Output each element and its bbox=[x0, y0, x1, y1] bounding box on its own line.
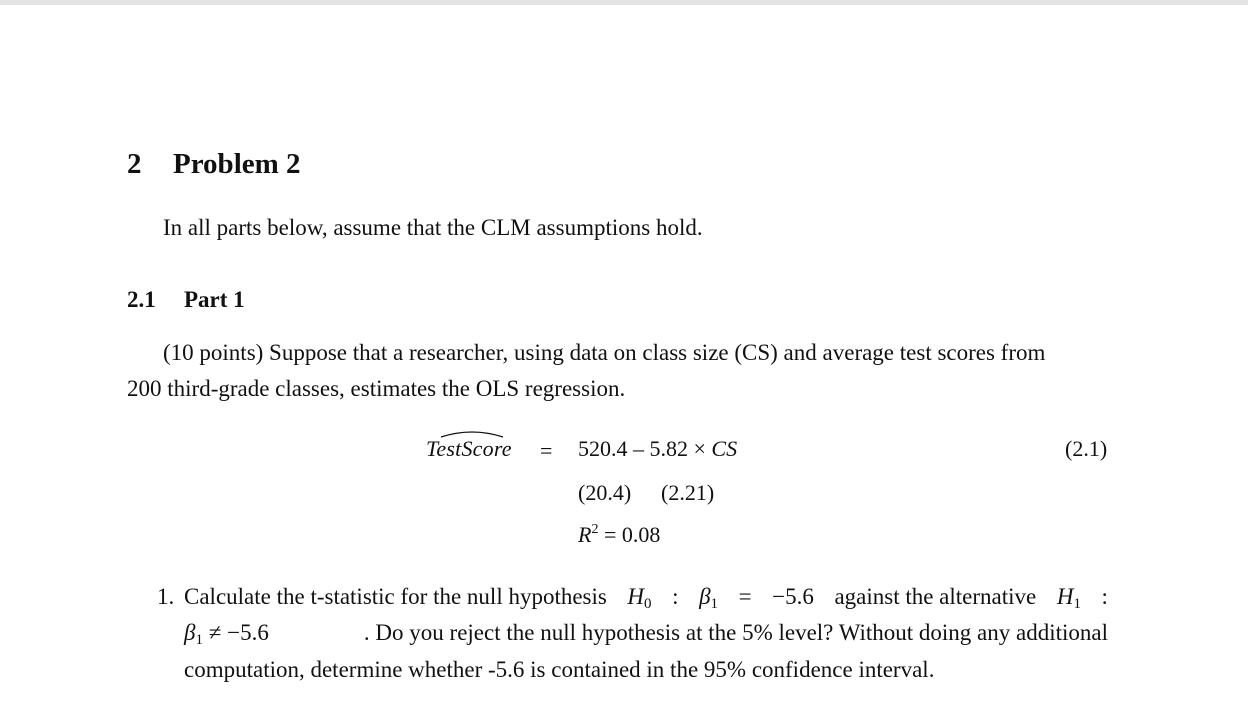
section-number: 2 bbox=[127, 148, 142, 180]
r-exponent: 2 bbox=[591, 522, 599, 537]
line2-math: $\beta_1 \ne -5.6$ bbox=[184, 620, 269, 648]
r-value: 0.08 bbox=[621, 522, 661, 547]
equals-sign: = bbox=[738, 584, 752, 609]
question-number: 1. bbox=[157, 584, 175, 609]
colon: : bbox=[672, 584, 679, 609]
null-hypothesis: $H_0$ bbox=[627, 584, 652, 612]
problem-paragraph-line-2: 200 third-grade classes, estimates the OLS regression. bbox=[127, 376, 626, 401]
question-line-3: computation, determine whether -5.6 is contained in the 95% confidence interval. bbox=[184, 657, 935, 682]
equation-lhs: TestScore bbox=[426, 436, 512, 461]
question-text-a: Calculate the t-statistic for the null hypothesis bbox=[184, 584, 607, 609]
question-line-1 bbox=[184, 584, 1108, 610]
question-text-c: . Do you reject the null hypothesis at the 5% level? Without doing any additional bbox=[363, 620, 1108, 645]
minus-sign: – bbox=[633, 436, 644, 461]
question-text-b: against the alternative bbox=[834, 584, 1037, 609]
problem-paragraph-line-1: (10 points) Suppose that a researcher, using data on class size (CS) and average test scores from bbox=[163, 340, 1046, 365]
section-title: Problem 2 bbox=[173, 148, 301, 180]
subsection-title: Part 1 bbox=[184, 287, 245, 312]
intercept-estimate: 520.4 bbox=[578, 436, 628, 461]
beta-one: $\beta_1$ bbox=[699, 584, 719, 612]
equation-equals: = bbox=[540, 438, 553, 463]
r-symbol: R bbox=[578, 522, 592, 547]
r-squared bbox=[578, 522, 660, 548]
standard-error-intercept: (20.4) bbox=[578, 480, 632, 505]
times-sign: × bbox=[693, 436, 706, 461]
intro-paragraph: In all parts below, assume that the CLM assumptions hold. bbox=[163, 215, 703, 240]
question-line-2 bbox=[184, 620, 1108, 646]
null-value: −5.6 bbox=[772, 584, 814, 609]
equation-rhs bbox=[578, 436, 737, 462]
standard-error-slope: (2.21) bbox=[661, 480, 715, 505]
alt-hypothesis: $H_1$ bbox=[1056, 584, 1081, 612]
colon-2: : bbox=[1101, 584, 1108, 609]
r-equals: = bbox=[603, 522, 617, 547]
equation-number: (2.1) bbox=[1065, 436, 1108, 461]
regressor-name: CS bbox=[711, 436, 738, 461]
slope-estimate: 5.82 bbox=[649, 436, 688, 461]
subsection-number: 2.1 bbox=[127, 287, 156, 312]
